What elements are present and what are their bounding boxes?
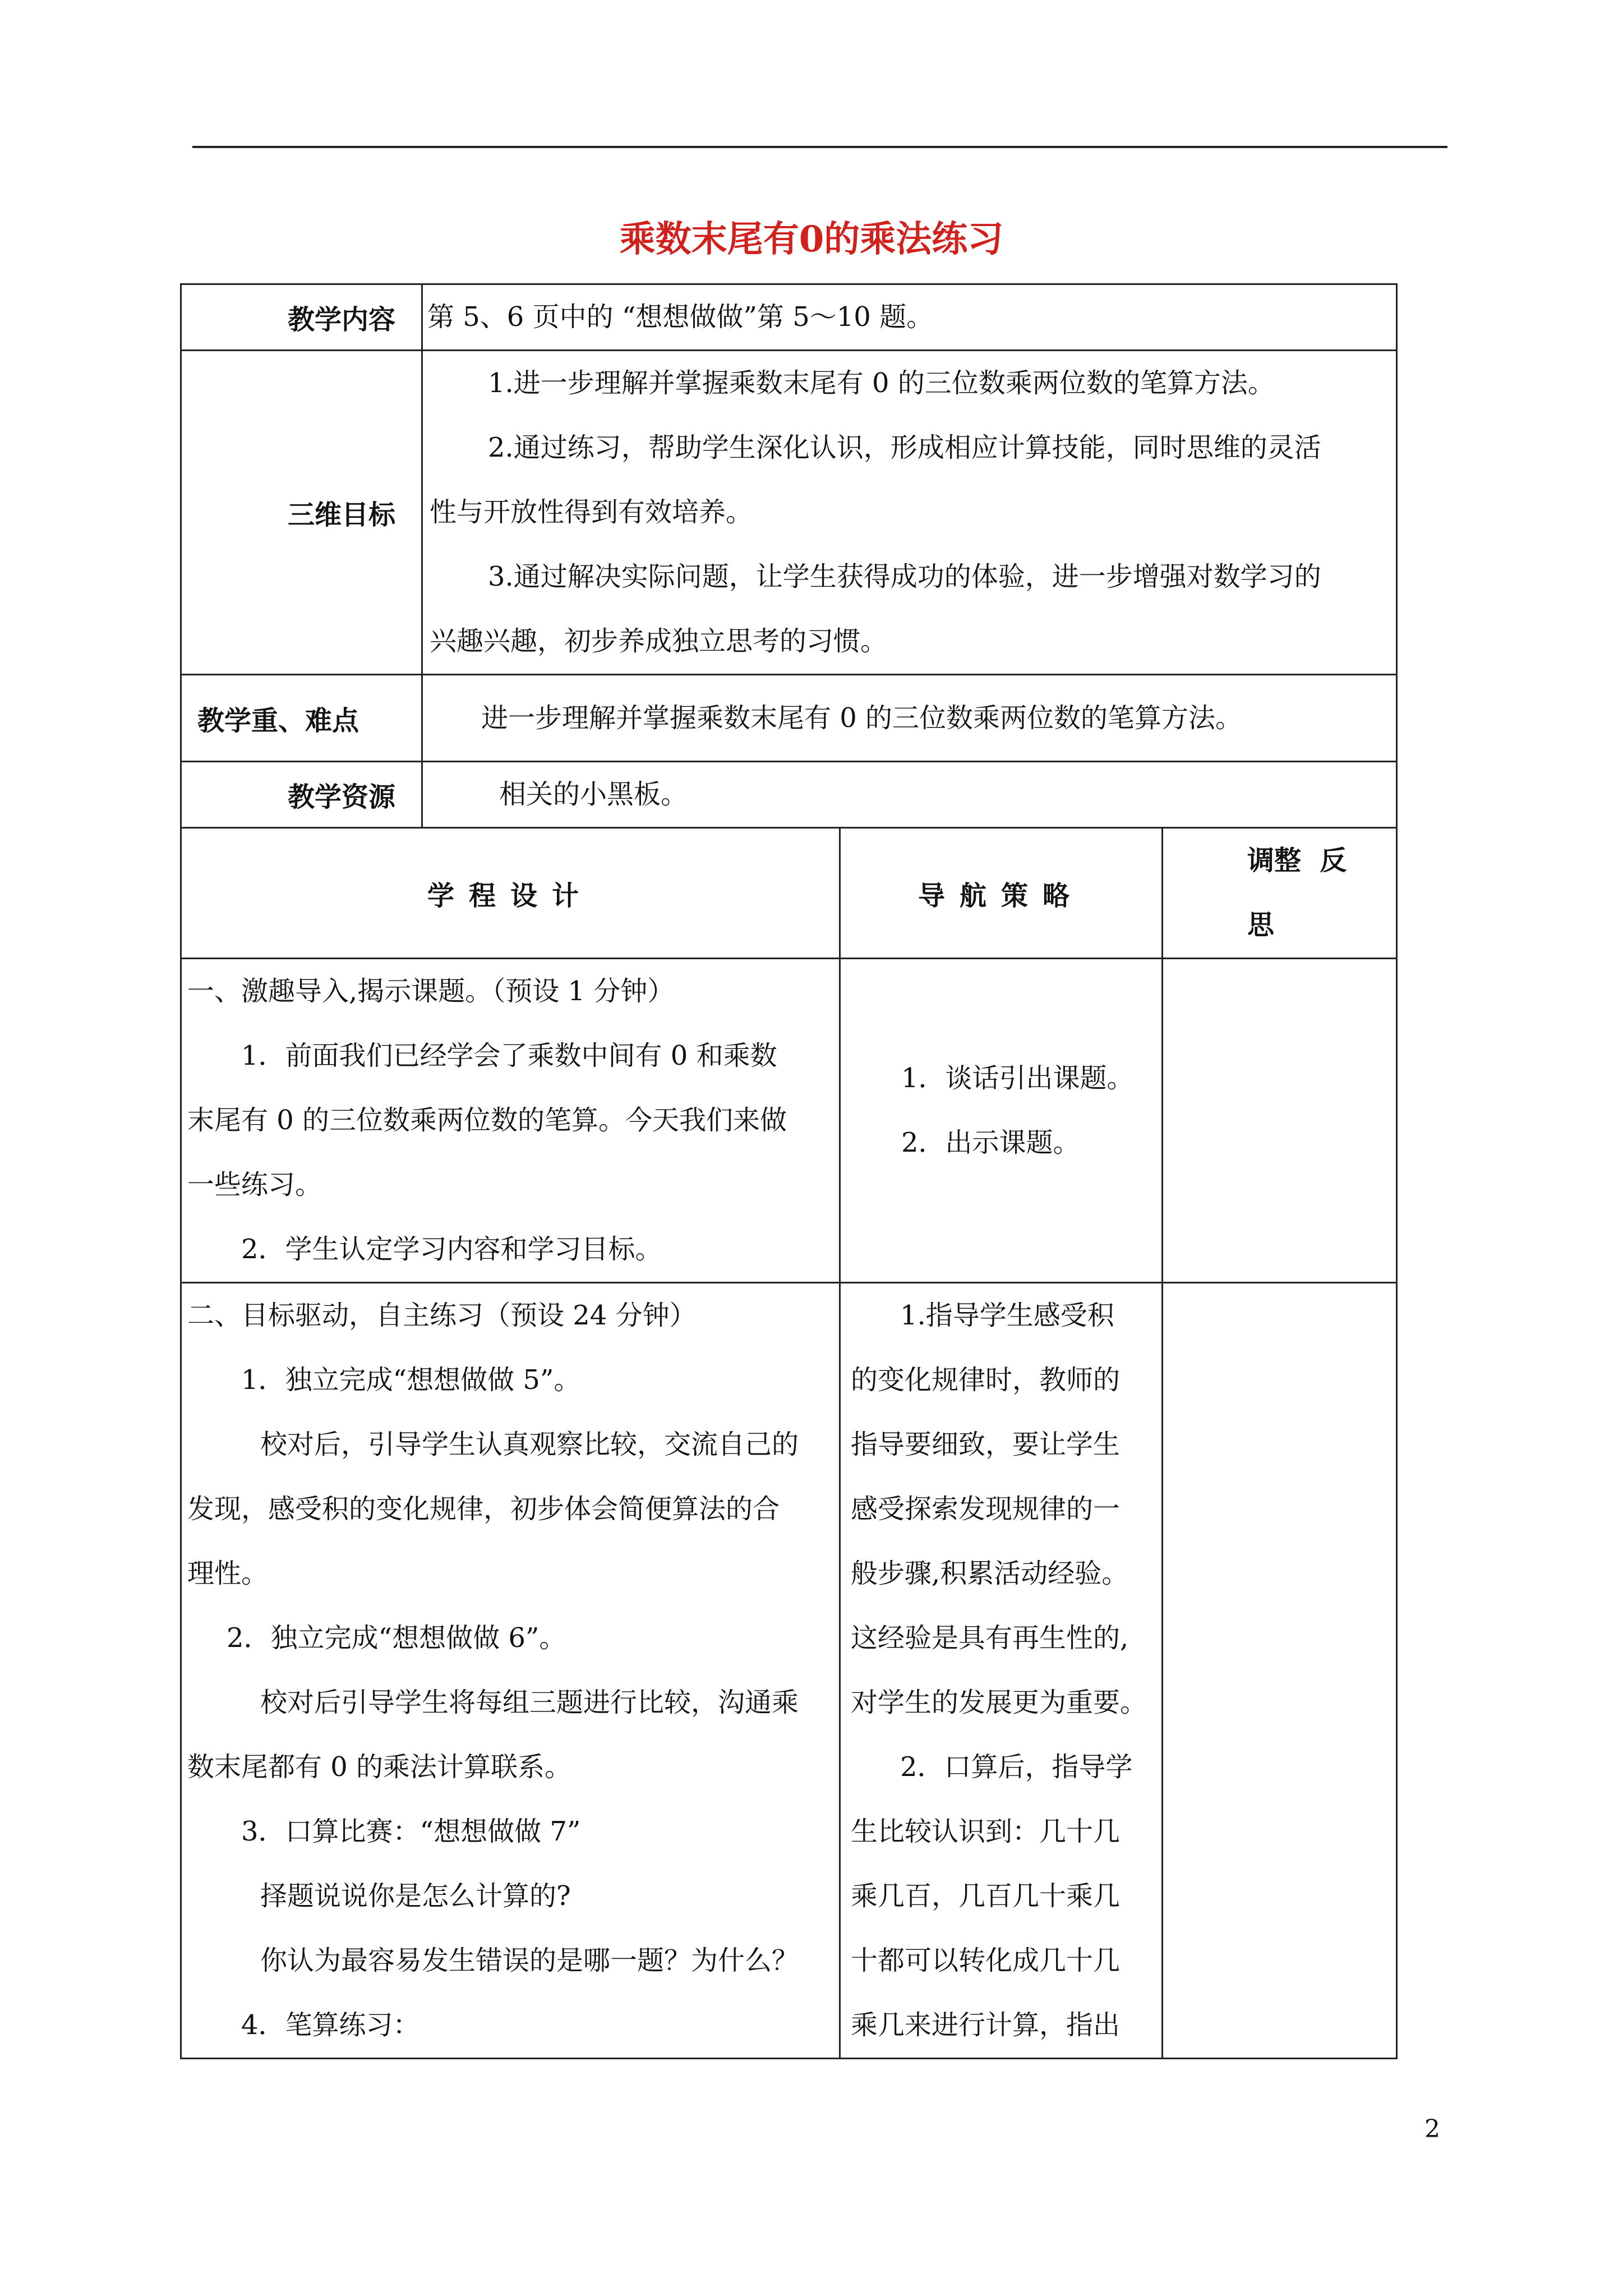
goal-line: 1.进一步理解并掌握乘数末尾有 0 的三位数乘两位数的笔算方法。 bbox=[488, 367, 1275, 399]
strategy-line: 指导要细致，要让学生 bbox=[851, 1429, 1121, 1460]
design-line: 1．前面我们已经学会了乘数中间有 0 和乘数 bbox=[241, 1040, 777, 1071]
design-line: 校对后引导学生将每组三题进行比较，沟通乘 bbox=[260, 1687, 799, 1718]
design-line: 2．学生认定学习内容和学习目标。 bbox=[241, 1234, 662, 1265]
design-line: 你认为最容易发生错误的是哪一题？为什么？ bbox=[260, 1945, 799, 1976]
strategy-line: 的变化规律时，教师的 bbox=[851, 1364, 1121, 1396]
design-line: 1．独立完成“想想做做 5”。 bbox=[241, 1364, 581, 1396]
goal-line: 性与开放性得到有效培养。 bbox=[430, 496, 753, 528]
strategy-line: 十都可以转化成几十几 bbox=[851, 1945, 1121, 1976]
strategy-line: 般步骤,积累活动经验。 bbox=[851, 1558, 1129, 1589]
strategy-line: 2．口算后，指导学 bbox=[900, 1751, 1133, 1783]
content-label: 教学内容 bbox=[181, 284, 422, 351]
strategy-line: 1.指导学生感受积 bbox=[900, 1300, 1114, 1331]
strategy-line: 这经验是具有再生性的, bbox=[851, 1622, 1129, 1654]
content-text: 第 5、6 页中的 “想想做做”第 5～10 题。 bbox=[422, 284, 1397, 351]
design-line: 一、激趣导入,揭示课题。（预设 1 分钟） bbox=[187, 976, 675, 1007]
strategy-line: 生比较认识到：几十几 bbox=[851, 1816, 1121, 1847]
section1-design bbox=[181, 959, 840, 1283]
design-line: 校对后，引导学生认真观察比较，交流自己的 bbox=[260, 1429, 799, 1460]
design-line: 2．独立完成“想想做做 6”。 bbox=[227, 1622, 566, 1654]
design-line: 发现，感受积的变化规律，初步体会简便算法的合 bbox=[187, 1493, 780, 1525]
strategy-line: 2．出示课题。 bbox=[901, 1127, 1080, 1158]
design-line: 理性。 bbox=[187, 1558, 269, 1589]
design-line: 二、目标驱动，自主练习（预设 24 分钟） bbox=[187, 1300, 697, 1331]
design-line: 择题说说你是怎么计算的? bbox=[260, 1880, 571, 1912]
strategy-line: 1．谈话引出课题。 bbox=[901, 1062, 1134, 1094]
document-title: 乘数末尾有0的乘法练习 bbox=[619, 218, 1004, 260]
column-header-strategy: 导航策略 bbox=[840, 828, 1163, 959]
header-rule bbox=[192, 146, 1447, 148]
page-number: 2 bbox=[1424, 2115, 1440, 2143]
section2-design bbox=[181, 1283, 840, 2059]
strategy-line: 乘几百，几百几十乘几 bbox=[851, 1880, 1121, 1912]
design-line: 一些练习。 bbox=[187, 1169, 322, 1200]
strategy-line: 对学生的发展更为重要。 bbox=[851, 1687, 1147, 1718]
section2-strategy bbox=[840, 1283, 1163, 2059]
design-line: 3．口算比赛：“想想做做 7” bbox=[241, 1816, 581, 1847]
reflect-header-line: 调整 反 bbox=[1247, 845, 1347, 876]
design-line: 4．笔算练习： bbox=[241, 2009, 420, 2041]
section1-strategy bbox=[840, 959, 1163, 1283]
column-header-reflect bbox=[1163, 828, 1397, 959]
resources-label: 教学资源 bbox=[181, 762, 422, 828]
key-points-text: 进一步理解并掌握乘数末尾有 0 的三位数乘两位数的笔算方法。 bbox=[422, 675, 1397, 762]
reflect-header-line: 思 bbox=[1247, 909, 1275, 941]
lesson-plan-table bbox=[180, 283, 1398, 2059]
section2-reflect bbox=[1163, 1283, 1397, 2059]
goal-line: 3.通过解决实际问题，让学生获得成功的体验，进一步增强对数学习的 bbox=[488, 561, 1321, 592]
goals-label: 三维目标 bbox=[181, 351, 422, 675]
strategy-line: 乘几来进行计算，指出 bbox=[851, 2009, 1121, 2041]
goal-line: 2.通过练习，帮助学生深化认识，形成相应计算技能，同时思维的灵活 bbox=[488, 432, 1321, 463]
column-header-design: 学程设计 bbox=[181, 828, 840, 959]
strategy-line: 感受探索发现规律的一 bbox=[851, 1493, 1121, 1525]
design-line: 末尾有 0 的三位数乘两位数的笔算。今天我们来做 bbox=[187, 1105, 787, 1136]
section1-reflect bbox=[1163, 959, 1397, 1283]
goal-line: 兴趣兴趣，初步养成独立思考的习惯。 bbox=[430, 625, 888, 657]
key-points-label: 教学重、难点 bbox=[181, 675, 422, 762]
design-line: 数末尾都有 0 的乘法计算联系。 bbox=[187, 1751, 572, 1783]
goals-text bbox=[422, 351, 1397, 675]
resources-text: 相关的小黑板。 bbox=[422, 762, 1397, 828]
